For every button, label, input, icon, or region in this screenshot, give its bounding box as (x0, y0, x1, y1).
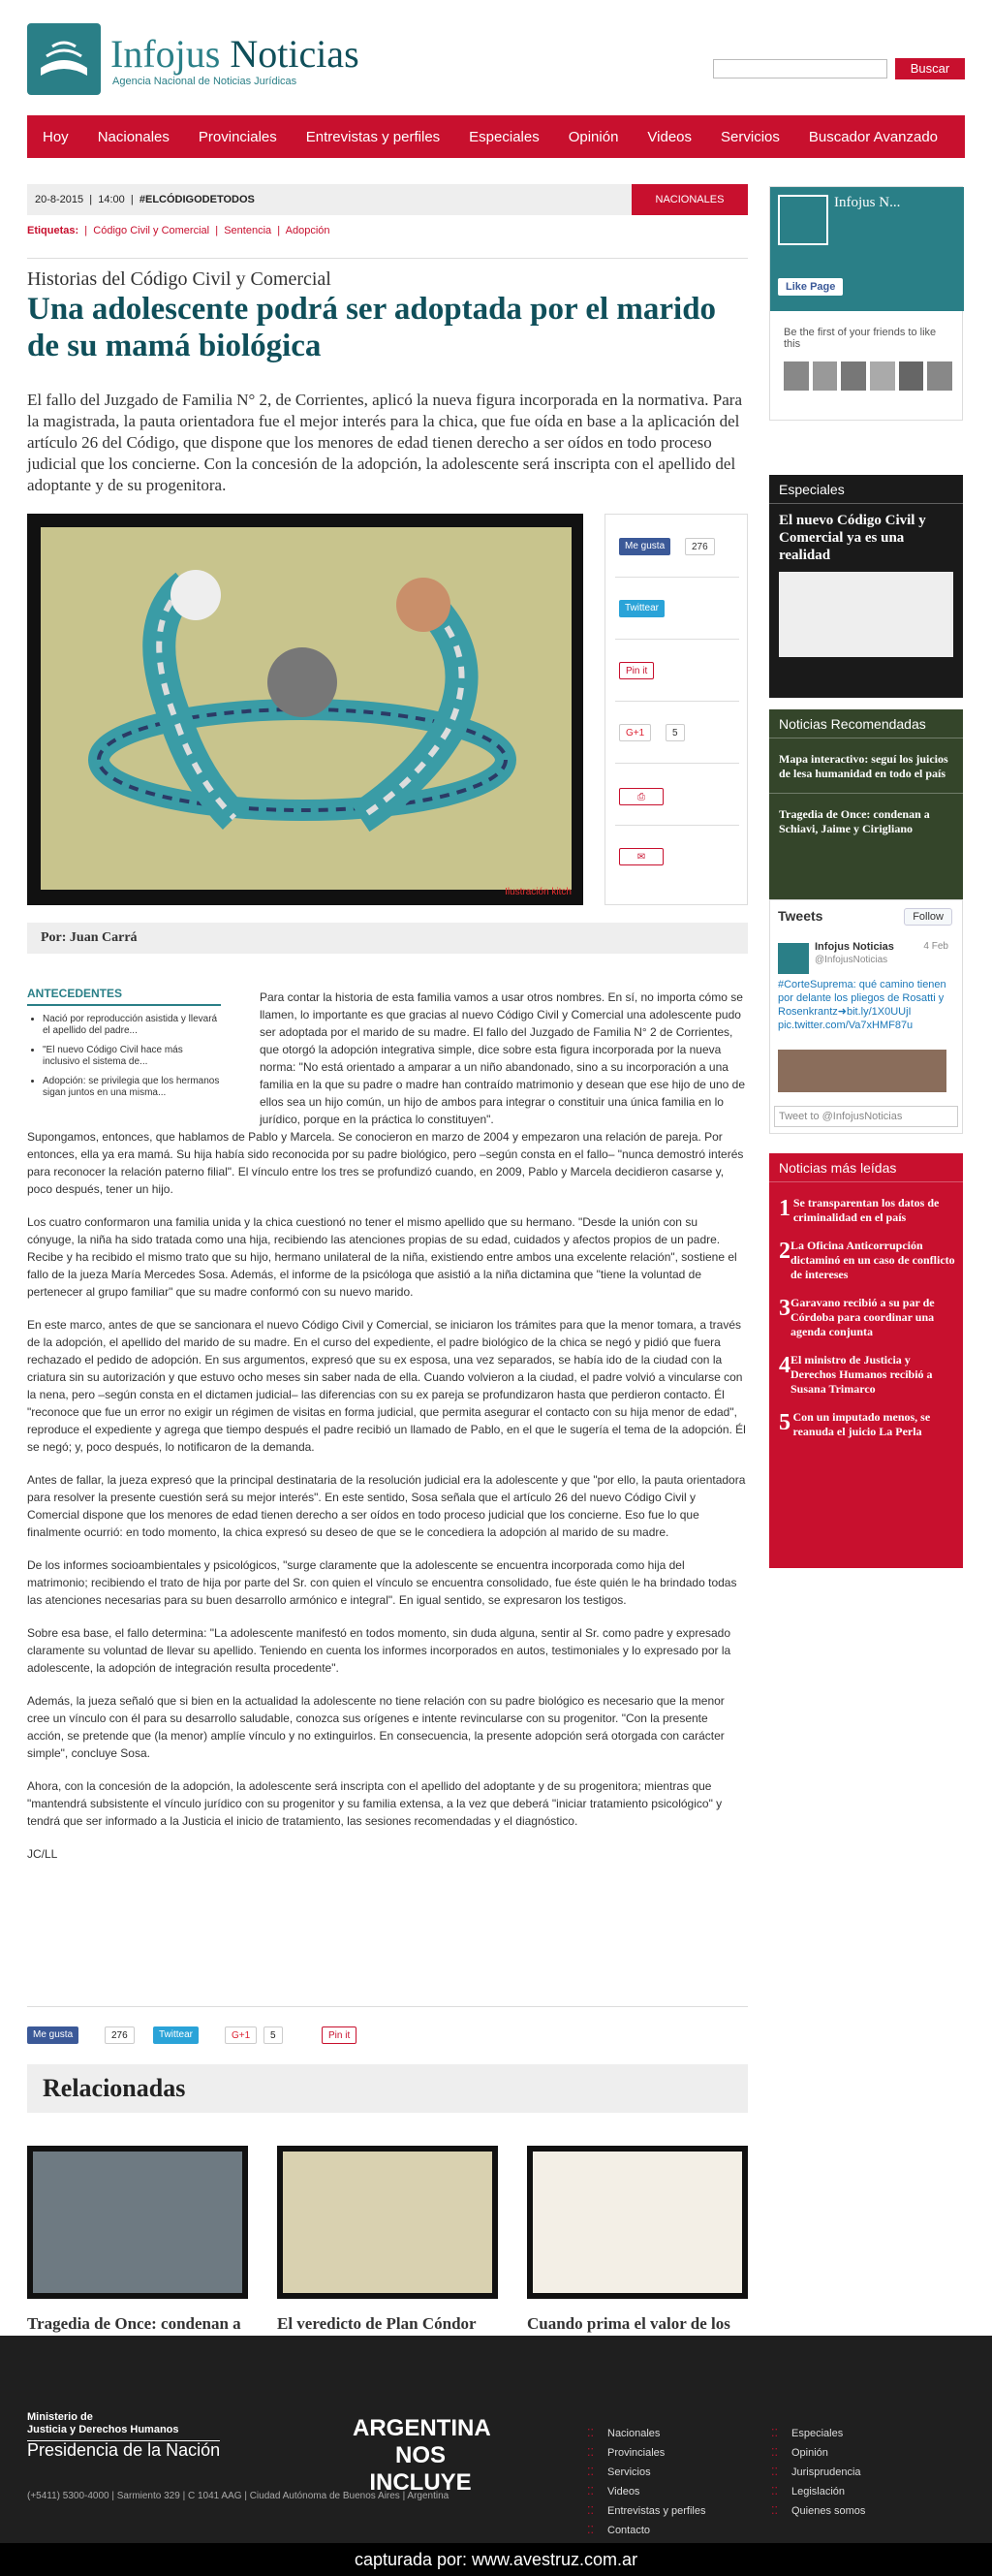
bottom-share-bar (27, 2006, 748, 2064)
footer-link[interactable]: ⁚⁚ Quienes somos (771, 2504, 865, 2517)
divider (615, 701, 739, 702)
related-image[interactable] (527, 2146, 748, 2299)
ministry-line-2: Justicia y Derechos Humanos (27, 2424, 179, 2435)
related-image[interactable] (27, 2146, 248, 2299)
facebook-widget (769, 186, 963, 421)
article-hashtag[interactable]: #ELCÓDIGODETODOS (139, 194, 255, 205)
mas-leidas-box (769, 1153, 963, 1568)
facebook-like-button[interactable] (619, 538, 670, 555)
article-paragraph: Sobre esa base, el fallo determina: "La adolescente manifestó en todos momento, sin duda alguna, sentir al Sr. como padre y expresado claramente su voluntad de llevar su apellido. Teniendo en cuenta los informes incorporados en autos, testimoniales y lo expresado por la adolescente, la adopción de integración resulta procedente". (27, 1626, 731, 1675)
site-header (0, 0, 992, 111)
article-signature: JC/LL (27, 1847, 58, 1861)
tweet-text[interactable]: #CorteSuprema: qué camino tienen por delante los pliegos de Rosatti y Rosenkrantz➜bit.ly/1X0UUjI pic.twitter.com/Va7xHMF87u (778, 979, 946, 1031)
divider (615, 825, 739, 826)
twitter-button[interactable]: Twittear (619, 600, 665, 617)
article-section: Historias del Código Civil y Comercial (27, 258, 748, 291)
antecedente-link[interactable]: • "El nuevo Código Civil hace más inclusivo el sistema de... (43, 1045, 221, 1068)
mas-leida-item[interactable]: 4 El ministro de Justicia y Derechos Humanos recibió a Susana Trimarco (779, 1353, 933, 1396)
article-paragraph: De los informes socioambientales y psicológicos, "surge claramente que la adolescente se encuentra incorporada como hija del matrimonio; recibiendo el trato de hija por parte del Sr. con quien el vínculo se encuentra consolidado, fue éste quién le ha brindado todas las atenciones necesarias para su buen desarrollo armónico e integral". En igual sentido, se expresaron los testigos. (27, 1558, 737, 1607)
article-paragraph: En este marco, antes de que se sancionara el nuevo Código Civil y Comercial, se iniciaron los trámites para que la menor tomara, a través de la adopción, el apellido del marido de su madre. En el curso del expediente, el padre biológico de la chica se negó y pidió que fuera rechazado el pedido de adopción. En sus argumentos, expresó que su ex esposa, una vez separados, se había ido de la ciudad con la criatura sin su autorización y que estuvo ocho meses sin saber nada de ella. Cuando volvieron a la ciudad, el padre volvió a vincularse con la nena, pero –según consta en el dictamen judicial– las diferencias con su ex pareja se profundizaron hasta que perdieron contacto. Él "reconoce que fue un error no exigir un régimen de visitas en forma judicial, que permita asegurar el contacto con su hija menor de edad", reproduce el expediente y agrega que tiempo después el padre recibió un llamado de Pablo, en el que le sugería el tema de la adopción. Él se negó; y, poco después, lo notificaron de la demanda. (27, 1318, 746, 1454)
footer-link[interactable]: ⁚⁚ Opinión (771, 2446, 828, 2459)
nav-videos[interactable]: Videos (647, 128, 693, 145)
capture-watermark: capturada por: www.avestruz.com.ar (0, 2543, 992, 2576)
tag-link[interactable]: Sentencia (224, 225, 272, 236)
nav-entrevistas[interactable]: Entrevistas y perfiles (305, 128, 441, 145)
footer-link[interactable]: ⁚⁚ Jurisprudencia (771, 2466, 861, 2478)
nav-provinciales[interactable]: Provinciales (198, 128, 277, 145)
especiales-image[interactable] (779, 572, 953, 657)
logo-prefix: Infojus (110, 32, 221, 76)
logo-subtitle: Agencia Nacional de Noticias Jurídicas (112, 76, 297, 87)
nav-opinion[interactable]: Opinión (568, 128, 619, 145)
article-illustration (27, 514, 583, 905)
tags-row: Etiquetas: | Código Civil y Comercial | Sentencia | Adopción (27, 225, 330, 236)
site-footer (0, 2336, 992, 2576)
antecedente-link[interactable]: • Adopción: se privilegia que los hermanos sigan juntos en una misma... (43, 1076, 221, 1099)
article-time: 14:00 (98, 194, 125, 205)
search-button[interactable]: Buscar (895, 58, 965, 79)
tweet-date: 4 Feb (923, 941, 948, 952)
footer-link[interactable]: ⁚⁚ Provinciales (587, 2446, 665, 2459)
nav-servicios[interactable]: Servicios (721, 128, 780, 145)
mas-leidas-title: Noticias más leídas (769, 1153, 963, 1182)
book-logo-icon (27, 23, 101, 95)
nav-nacionales[interactable]: Nacionales (97, 128, 170, 145)
related-image[interactable] (277, 2146, 498, 2299)
article-paragraph: Supongamos, entonces, que hablamos de Pablo y Marcela. Se conocieron en marzo de 2004 y empezaron una relación de pareja. Por entonces, ella ya era mamá. Su hija había sido reconocida por su padre biológico, pero –según consta en el fallo– "nunca demostró interés para reconocer la relación paterno filial". El vínculo entre los tres se profundizó cuando, en 2009, Pablo y Marcela decidieron casarse y, poco después, tener un hijo. (27, 1130, 744, 1196)
main-nav (27, 115, 965, 158)
fb-like-page-button[interactable]: Like Page (778, 278, 843, 296)
photo-credit: Ilustración kitch (505, 887, 572, 897)
article-date: 20-8-2015 (35, 194, 84, 205)
related-section (27, 2064, 748, 2333)
recomendada-link[interactable]: Tragedia de Once: condenan a Schiavi, Jaime y Cirigliano (779, 807, 930, 835)
related-headline[interactable]: Tragedia de Once: condenan a (27, 2314, 241, 2333)
search-input[interactable] (713, 59, 887, 79)
footer-link[interactable]: ⁚⁚ Nacionales (587, 2427, 660, 2439)
like-count: 276 (105, 2026, 135, 2044)
divider (615, 639, 739, 640)
like-count: 276 (685, 538, 715, 555)
article-paragraph: Además, la jueza señaló que si bien en la actualidad la adolescente no tiene relación con su padre biológico es necesario que la menor cree un vínculo con él para su desarrollo saludable, conozca sus orígenes e intente revincularse con su progenitor. "Con la presente acción, se pretende que (la menor) amplíe vínculo y no extinguirlos. En consecuencia, la presente adopción será otorgada con carácter simple", concluye Sosa. (27, 1694, 725, 1760)
illustration-image (41, 527, 572, 890)
article-paragraph: Ahora, con la concesión de la adopción, la adolescente será inscripta con el apellido del adoptante y de su progenitora; mientras que "mantendrá subsistente el vínculo jurídico con su progenitor y su familia extensa, a la vez que deberá "iniciar tratamiento psicológico" y tendrá que ser informado a la Justicia el inicio de tratamiento, las sesiones recomendadas y el diagnóstico. (27, 1779, 723, 1828)
antecedentes-title: ANTECEDENTES (27, 987, 221, 1006)
tag-link[interactable]: Adopción (285, 225, 330, 236)
gplus-button[interactable]: G+1 (225, 2026, 257, 2044)
tag-link[interactable]: Código Civil y Comercial (93, 225, 210, 236)
mas-leida-item[interactable]: 1 Se transparentan los datos de criminalidad en el país (779, 1196, 940, 1224)
pinterest-button[interactable]: Pin it (619, 662, 654, 679)
article-lead: El fallo del Juzgado de Familia N° 2, de Corrientes, aplicó la nueva figura incorporada en la normativa. Para la magistrada, la pauta orientadora fue el mejor interés para la chica, que fue oída en base a la aplicación del artículo 26 del Código, que dispone que los menores de edad tienen derecho a ser oídos en todo proceso judicial que los concierne. Con la concesión de la adopción, la adolescente será inscripta con el apellido del adoptante y de su progenitora. (27, 391, 743, 494)
category-badge[interactable]: NACIONALES (632, 184, 748, 215)
antecedentes-box (27, 987, 221, 1099)
fb-friends-text: Be the first of your friends to like this (784, 327, 937, 350)
pinterest-button[interactable]: Pin it (322, 2026, 356, 2044)
especiales-box (769, 475, 963, 698)
nav-especiales[interactable]: Especiales (469, 128, 540, 145)
like-label: Me gusta (625, 541, 666, 551)
ministry-line-1: Ministerio de (27, 2411, 93, 2423)
logo-word: Noticias (230, 32, 359, 76)
related-headline[interactable]: Cuando prima el valor de los (527, 2314, 730, 2333)
footer-address: (+5411) 5300-4000 | Sarmiento 329 | C 1041 AAG | Ciudad Autónoma de Buenos Aires | Argentina (27, 2491, 450, 2501)
footer-link[interactable]: ⁚⁚ Especiales (771, 2427, 843, 2439)
gplus-count: 5 (666, 724, 685, 741)
footer-link[interactable]: ⁚⁚ Legislación (771, 2485, 845, 2497)
facebook-like-button[interactable]: Me gusta (27, 2026, 78, 2044)
article-meta-bar: 20-8-2015 | 14:00 | #ELCÓDIGODETODOS NACIONALES (27, 184, 748, 215)
article-paragraph: Antes de fallar, la jueza expresó que la principal destinataria de la resolución judicial era la adolescente y que "por ello, la pauta orientadora para resolver la presente cuestión será su mejor interés". En este sentido, Sosa señala que el artículo 26 del nuevo Código Civil y Comercial dispone que los menores de edad tienen derecho a ser oídos en todo proceso judicial que los concierne. Eso fue lo que finalmente ocurrió: en todo momento, la chica expresó su deseo de que se le concediera la adopción al marido de su madre. (27, 1473, 746, 1539)
argentina-logo: ARGENTINA NOS INCLUYE (353, 2415, 491, 2496)
gplus-button[interactable]: G+1 (619, 724, 651, 741)
site-logo[interactable] (27, 23, 395, 97)
share-panel (604, 514, 748, 905)
recomendadas-box (769, 709, 963, 899)
related-item[interactable] (27, 2146, 248, 2353)
article-author: Por: Juan Carrá (27, 923, 748, 954)
facebook-cover (770, 187, 964, 311)
recomendada-link[interactable]: Mapa interactivo: seguí los juicios de lesa humanidad en todo el país (769, 738, 963, 794)
ministry-logo[interactable] (27, 2411, 221, 2460)
related-headline[interactable]: El veredicto de Plan Cóndor (277, 2314, 477, 2333)
nav-hoy[interactable]: Hoy (43, 128, 69, 145)
tweet-avatar (778, 943, 809, 974)
footer-link[interactable]: ⁚⁚ Videos (587, 2485, 639, 2497)
footer-link[interactable]: ⁚⁚ Entrevistas y perfiles (587, 2504, 705, 2517)
tweet-to-input[interactable]: Tweet to @InfojusNoticias (774, 1106, 958, 1127)
tweet-handle[interactable]: @InfojusNoticias (815, 955, 888, 965)
gplus-count: 5 (264, 2026, 283, 2044)
article-title: Una adolescente podrá ser adoptada por el marido de su mamá biológica (27, 292, 717, 363)
divider (615, 763, 739, 764)
related-title: Relacionadas (27, 2064, 748, 2113)
article-paragraph: Para contar la historia de esta familia vamos a usar otros nombres. En sí, no importa cómo se llamen, lo importante es que gracias al nuevo Código Civil y Comercial una adolescente pudo ser adoptada por el marido de su madre. El fallo del Juzgado de Familia N° 2 de Corrientes, que otorgó la adopción integrativa simple, dice sobre esta figura incorporada por la nueva norma: "No está orientado a amparar a un niño abandonado, sino a su incorporación a una familia en la que su padre o madre han contraído matrimonio y desean que ese hijo de uno de ellos sea un hijo común, un hijo de ambos para integrar o constituir una única familia en lo jurídico, porque en la práctica lo constituyen". (260, 990, 745, 1126)
tweet-image[interactable] (778, 1050, 946, 1092)
book-logo-icon (778, 195, 828, 245)
mas-leida-item[interactable]: 3 Garavano recibió a su par de Córdoba para coordinar una agenda conjunta (779, 1296, 935, 1338)
mas-leida-item[interactable]: 2 La Oficina Anticorrupción dictaminó en un caso de conflicto de intereses (779, 1239, 955, 1281)
article-paragraph: Los cuatro conformaron una familia unida y la chica cuestionó no tener el mismo apellido que su hermano. "Desde la unión con su cónyuge, la niña ha sido tratada como una hija, recibiendo las atenciones propias de su edad, cuidados y afectos propios de un padre. Recibe y ha recibido el mismo trato que su hijo, hermano unilateral de la niña, existiendo entre ambos una excelente relación", sostiene el fallo de la jueza María Mercedes Sosa. Además, el informe de la psicóloga que asistió a la niña dictamina que "tiene la voluntad de pertenecer al grupo familiar" que su madre conformó con su nuevo marido. (27, 1215, 737, 1299)
presidency-text: Presidencia de la Nación (27, 2440, 221, 2460)
footer-link[interactable]: ⁚⁚ Servicios (587, 2466, 651, 2478)
divider (615, 577, 739, 578)
mas-leida-item[interactable]: 5 Con un imputado menos, se reanuda el juicio La Perla (779, 1410, 931, 1438)
especiales-headline[interactable]: El nuevo Código Civil y Comercial ya es una realidad (779, 513, 926, 563)
nav-buscador[interactable]: Buscador Avanzado (808, 128, 939, 145)
especiales-title: Especiales (769, 475, 963, 504)
fb-friends-avatars (784, 361, 952, 391)
print-icon[interactable]: ⎙ (619, 788, 664, 805)
tags-label: Etiquetas: (27, 225, 79, 236)
antecedente-link[interactable]: • Nació por reproducción asistida y llevará el apellido del padre... (43, 1014, 221, 1037)
footer-link[interactable]: ⁚⁚ Contacto (587, 2524, 650, 2536)
twitter-button[interactable]: Twittear (153, 2026, 199, 2044)
article-body (27, 989, 748, 1878)
twitter-follow-button[interactable]: Follow (904, 908, 952, 926)
twitter-widget (769, 899, 963, 1134)
tweets-title: Tweets (778, 908, 823, 924)
email-icon[interactable]: ✉ (619, 848, 664, 865)
recomendadas-title: Noticias Recomendadas (769, 709, 963, 738)
fb-page-name[interactable]: Infojus N... (834, 195, 901, 210)
tweet-name[interactable]: Infojus Noticias (815, 941, 894, 953)
